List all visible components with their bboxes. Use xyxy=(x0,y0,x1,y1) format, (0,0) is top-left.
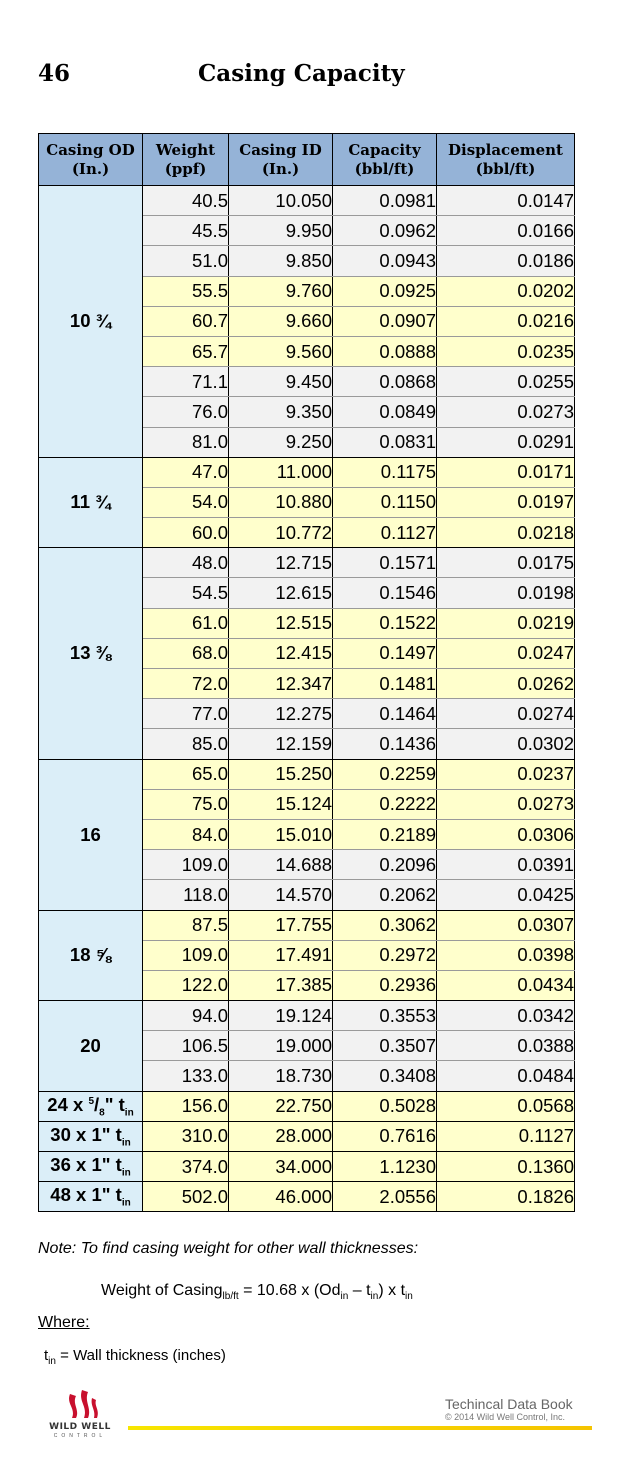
casing-od-cell: 10 ¾ xyxy=(39,186,143,458)
footer-accent-line xyxy=(128,1426,592,1430)
weight-cell: 51.0 xyxy=(143,246,229,276)
displacement-cell: 0.0273 xyxy=(437,789,575,819)
capacity-cell: 0.2222 xyxy=(333,789,437,819)
capacity-cell: 0.2096 xyxy=(333,850,437,880)
weight-cell: 122.0 xyxy=(143,970,229,1000)
capacity-cell: 0.1481 xyxy=(333,669,437,699)
weight-cell: 75.0 xyxy=(143,789,229,819)
casing-od-cell: 16 xyxy=(39,759,143,910)
weight-cell: 55.5 xyxy=(143,276,229,306)
capacity-cell: 0.0868 xyxy=(333,367,437,397)
weight-cell: 76.0 xyxy=(143,397,229,427)
displacement-cell: 0.0166 xyxy=(437,216,575,246)
weight-cell: 65.7 xyxy=(143,336,229,366)
capacity-cell: 0.1522 xyxy=(333,608,437,638)
page-title: Casing Capacity xyxy=(198,60,405,87)
weight-cell: 72.0 xyxy=(143,669,229,699)
casing-id-cell: 10.772 xyxy=(229,518,333,548)
displacement-cell: 0.0568 xyxy=(437,1091,575,1121)
capacity-cell: 0.1546 xyxy=(333,578,437,608)
casing-id-cell: 17.755 xyxy=(229,910,333,940)
capacity-cell: 0.1436 xyxy=(333,729,437,759)
capacity-cell: 0.3553 xyxy=(333,1001,437,1031)
displacement-cell: 0.0237 xyxy=(437,759,575,789)
page-number: 46 xyxy=(38,60,71,87)
casing-id-cell: 46.000 xyxy=(229,1182,333,1212)
casing-id-cell: 10.050 xyxy=(229,186,333,216)
logo-text: WILD WELL xyxy=(49,1422,111,1432)
casing-id-cell: 14.688 xyxy=(229,850,333,880)
casing-id-cell: 12.415 xyxy=(229,638,333,668)
casing-id-cell: 11.000 xyxy=(229,457,333,487)
casing-id-cell: 15.010 xyxy=(229,819,333,849)
footer-copyright: © 2014 Wild Well Control, Inc. xyxy=(445,1412,566,1422)
weight-cell: 106.5 xyxy=(143,1031,229,1061)
table-row xyxy=(39,1152,575,1182)
weight-cell: 502.0 xyxy=(143,1182,229,1212)
capacity-cell: 0.1497 xyxy=(333,638,437,668)
logo-subtext: CONTROL xyxy=(53,1433,107,1439)
weight-cell: 68.0 xyxy=(143,638,229,668)
casing-id-cell: 17.491 xyxy=(229,940,333,970)
table-row xyxy=(39,457,575,487)
capacity-cell: 0.0962 xyxy=(333,216,437,246)
weight-cell: 310.0 xyxy=(143,1121,229,1151)
displacement-cell: 0.1360 xyxy=(437,1152,575,1182)
weight-cell: 109.0 xyxy=(143,940,229,970)
displacement-cell: 0.0425 xyxy=(437,880,575,910)
casing-id-cell: 9.350 xyxy=(229,397,333,427)
casing-id-cell: 10.880 xyxy=(229,487,333,517)
capacity-cell: 0.2062 xyxy=(333,880,437,910)
displacement-cell: 0.0434 xyxy=(437,970,575,1000)
casing-od-cell: 24 x $^5/_8$" $t_{in}$ xyxy=(39,1091,143,1121)
weight-cell: 109.0 xyxy=(143,850,229,880)
weight-cell: 87.5 xyxy=(143,910,229,940)
table-row xyxy=(39,910,575,940)
casing-id-cell: 9.660 xyxy=(229,306,333,336)
capacity-cell: 0.0831 xyxy=(333,427,437,457)
header-capacity: Capacity (bbl/ft) xyxy=(333,134,437,186)
header-casing-id: Casing ID (In.) xyxy=(229,134,333,186)
capacity-cell: 0.2972 xyxy=(333,940,437,970)
table-row xyxy=(39,1001,575,1031)
capacity-cell: 0.0925 xyxy=(333,276,437,306)
displacement-cell: 0.0219 xyxy=(437,608,575,638)
capacity-cell: 0.1175 xyxy=(333,457,437,487)
capacity-cell: 0.0907 xyxy=(333,306,437,336)
casing-id-cell: 12.715 xyxy=(229,548,333,578)
capacity-cell: 0.1571 xyxy=(333,548,437,578)
casing-od-cell: 13 ⅜ xyxy=(39,548,143,759)
displacement-cell: 0.0247 xyxy=(437,638,575,668)
displacement-cell: 0.0175 xyxy=(437,548,575,578)
table-body xyxy=(39,186,575,1212)
displacement-cell: 0.0388 xyxy=(437,1031,575,1061)
casing-id-cell: 19.124 xyxy=(229,1001,333,1031)
casing-od-cell: 30 x 1" $t_{in}$ xyxy=(39,1121,143,1151)
weight-cell: 48.0 xyxy=(143,548,229,578)
weight-cell: 45.5 xyxy=(143,216,229,246)
capacity-cell: 0.3507 xyxy=(333,1031,437,1061)
capacity-cell: 0.3062 xyxy=(333,910,437,940)
capacity-cell: 0.2936 xyxy=(333,970,437,1000)
weight-cell: 54.5 xyxy=(143,578,229,608)
weight-cell: 60.7 xyxy=(143,306,229,336)
casing-od-cell: 20 xyxy=(39,1001,143,1092)
casing-capacity-table xyxy=(38,133,575,1212)
displacement-cell: 0.1826 xyxy=(437,1182,575,1212)
casing-id-cell: 9.760 xyxy=(229,276,333,306)
displacement-cell: 0.0342 xyxy=(437,1001,575,1031)
table-row xyxy=(39,1121,575,1151)
casing-id-cell: 14.570 xyxy=(229,880,333,910)
table-row xyxy=(39,548,575,578)
header-casing-od: Casing OD (In.) xyxy=(39,134,143,186)
weight-cell: 61.0 xyxy=(143,608,229,638)
casing-od-cell: 48 x 1" $t_{in}$ xyxy=(39,1182,143,1212)
capacity-cell: 0.7616 xyxy=(333,1121,437,1151)
capacity-cell: 1.1230 xyxy=(333,1152,437,1182)
capacity-cell: 0.0888 xyxy=(333,336,437,366)
where-label: Where: xyxy=(38,1314,90,1331)
displacement-cell: 0.0307 xyxy=(437,910,575,940)
casing-id-cell: 22.750 xyxy=(229,1091,333,1121)
displacement-cell: 0.0484 xyxy=(437,1061,575,1091)
weight-cell: 118.0 xyxy=(143,880,229,910)
displacement-cell: 0.1127 xyxy=(437,1121,575,1151)
weight-cell: 84.0 xyxy=(143,819,229,849)
displacement-cell: 0.0398 xyxy=(437,940,575,970)
displacement-cell: 0.0262 xyxy=(437,669,575,699)
capacity-cell: 0.0849 xyxy=(333,397,437,427)
casing-id-cell: 12.159 xyxy=(229,729,333,759)
casing-id-cell: 9.950 xyxy=(229,216,333,246)
displacement-cell: 0.0306 xyxy=(437,819,575,849)
casing-od-cell: 36 x 1" $t_{in}$ xyxy=(39,1152,143,1182)
casing-id-cell: 18.730 xyxy=(229,1061,333,1091)
casing-id-cell: 19.000 xyxy=(229,1031,333,1061)
casing-id-cell: 15.250 xyxy=(229,759,333,789)
weight-cell: 60.0 xyxy=(143,518,229,548)
casing-id-cell: 9.250 xyxy=(229,427,333,457)
table-row xyxy=(39,1182,575,1212)
weight-cell: 156.0 xyxy=(143,1091,229,1121)
displacement-cell: 0.0273 xyxy=(437,397,575,427)
displacement-cell: 0.0216 xyxy=(437,306,575,336)
weight-cell: 374.0 xyxy=(143,1152,229,1182)
capacity-cell: 0.1464 xyxy=(333,699,437,729)
weight-formula: Weight of Casing$_{lb/ft}$ = 10.68 x $(Od_{in} - t_{in})$ x $t_{in}$ xyxy=(101,1282,413,1303)
weight-cell: 71.1 xyxy=(143,367,229,397)
weight-cell: 47.0 xyxy=(143,457,229,487)
header-displacement: Displacement (bbl/ft) xyxy=(437,134,575,186)
casing-id-cell: 12.615 xyxy=(229,578,333,608)
weight-cell: 133.0 xyxy=(143,1061,229,1091)
footer-book-title: Techincal Data Book xyxy=(445,1396,573,1412)
weight-cell: 65.0 xyxy=(143,759,229,789)
casing-id-cell: 9.450 xyxy=(229,367,333,397)
capacity-cell: 0.1127 xyxy=(333,518,437,548)
displacement-cell: 0.0274 xyxy=(437,699,575,729)
capacity-cell: 0.0943 xyxy=(333,246,437,276)
capacity-cell: 0.5028 xyxy=(333,1091,437,1121)
displacement-cell: 0.0302 xyxy=(437,729,575,759)
weight-cell: 94.0 xyxy=(143,1001,229,1031)
casing-id-cell: 9.560 xyxy=(229,336,333,366)
capacity-cell: 0.1150 xyxy=(333,487,437,517)
displacement-cell: 0.0186 xyxy=(437,246,575,276)
casing-id-cell: 12.515 xyxy=(229,608,333,638)
capacity-cell: 0.3408 xyxy=(333,1061,437,1091)
casing-id-cell: 15.124 xyxy=(229,789,333,819)
displacement-cell: 0.0171 xyxy=(437,457,575,487)
note-text: Note: To find casing weight for other wall thicknesses: xyxy=(38,1240,419,1257)
displacement-cell: 0.0198 xyxy=(437,578,575,608)
capacity-cell: 0.2259 xyxy=(333,759,437,789)
displacement-cell: 0.0197 xyxy=(437,487,575,517)
weight-cell: 77.0 xyxy=(143,699,229,729)
displacement-cell: 0.0218 xyxy=(437,518,575,548)
table-row xyxy=(39,186,575,216)
casing-id-cell: 12.347 xyxy=(229,669,333,699)
wall-thickness-definition: $t_{in}$ = Wall thickness (inches) xyxy=(44,1347,226,1367)
header-weight: Weight (ppf) xyxy=(143,134,229,186)
casing-id-cell: 12.275 xyxy=(229,699,333,729)
displacement-cell: 0.0202 xyxy=(437,276,575,306)
casing-id-cell: 34.000 xyxy=(229,1152,333,1182)
casing-od-cell: 11 ¾ xyxy=(39,457,143,548)
displacement-cell: 0.0255 xyxy=(437,367,575,397)
table-row xyxy=(39,759,575,789)
table-row xyxy=(39,1091,575,1121)
capacity-cell: 2.0556 xyxy=(333,1182,437,1212)
capacity-cell: 0.0981 xyxy=(333,186,437,216)
table-header-row xyxy=(39,134,575,186)
weight-cell: 81.0 xyxy=(143,427,229,457)
weight-cell: 54.0 xyxy=(143,487,229,517)
capacity-cell: 0.2189 xyxy=(333,819,437,849)
displacement-cell: 0.0291 xyxy=(437,427,575,457)
casing-id-cell: 17.385 xyxy=(229,970,333,1000)
weight-cell: 40.5 xyxy=(143,186,229,216)
weight-cell: 85.0 xyxy=(143,729,229,759)
displacement-cell: 0.0147 xyxy=(437,186,575,216)
displacement-cell: 0.0235 xyxy=(437,336,575,366)
casing-od-cell: 18 ⅝ xyxy=(39,910,143,1001)
casing-id-cell: 9.850 xyxy=(229,246,333,276)
displacement-cell: 0.0391 xyxy=(437,850,575,880)
casing-id-cell: 28.000 xyxy=(229,1121,333,1151)
